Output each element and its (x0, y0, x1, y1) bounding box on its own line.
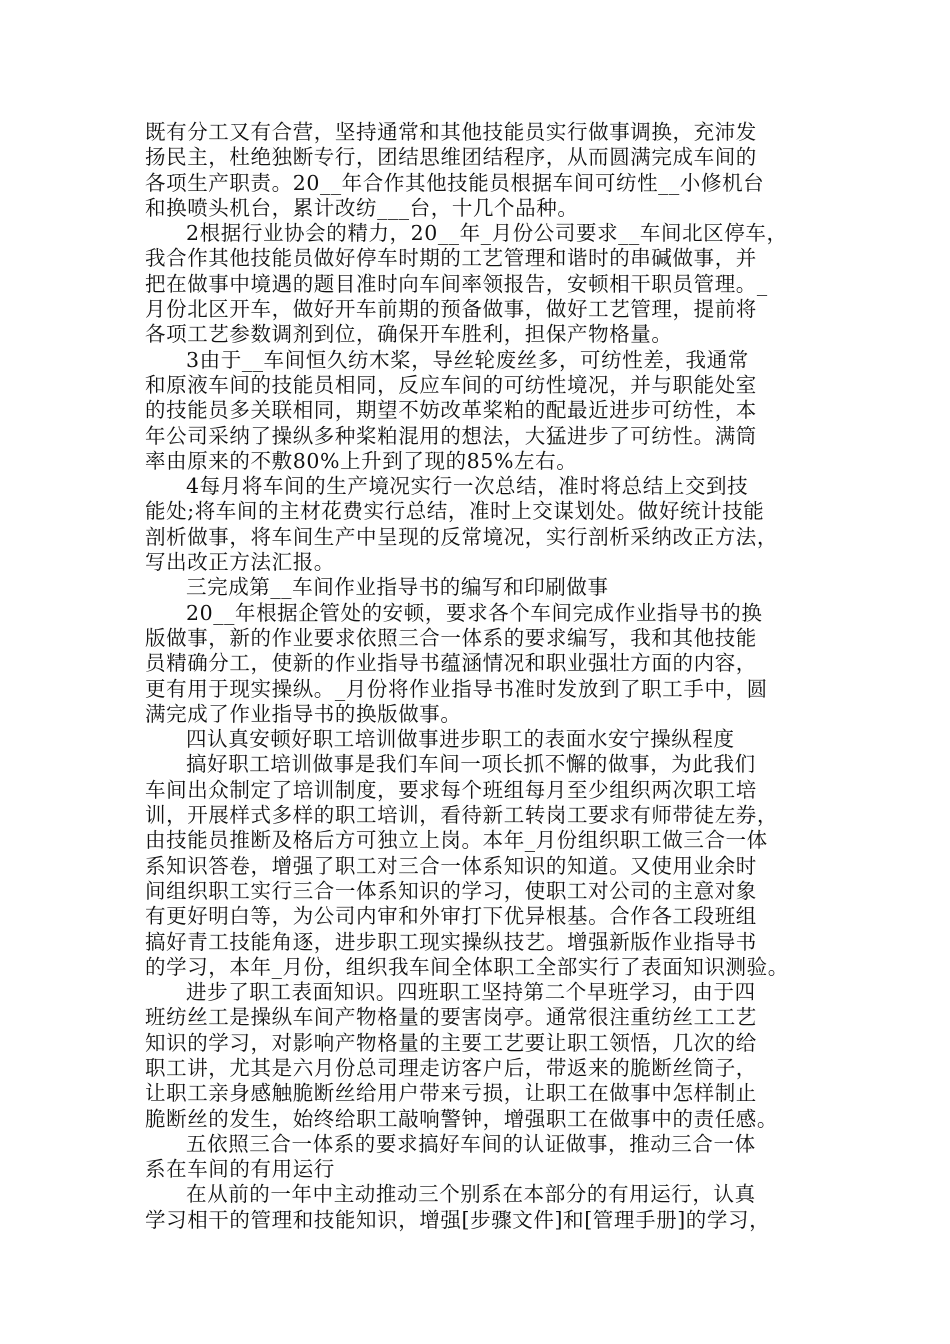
document-body (145, 120, 815, 1233)
text-line: 由技能员推断及格后方可独立上岗。本年_月份组织职工做三合一体 (145, 828, 768, 853)
text-line: 三完成第__车间作业指导书的编写和印刷做事 (186, 575, 609, 600)
text-line: 四认真安顿好职工培训做事进步职工的表面水安宁操纵程度 (186, 727, 735, 752)
text-line: 版做事，新的作业要求依照三合一体系的要求编写，我和其他技能 (145, 625, 757, 650)
text-line: 写出改正方法汇报。 (145, 550, 335, 575)
text-line: 的技能员多关联相同，期望不妨改革桨粕的配最近进步可纺性，本 (145, 398, 757, 423)
text-line: 能处;将车间的主材花费实行总结，准时上交谋划处。做好统计技能 (145, 499, 765, 524)
text-line: 各项生产职责。20__年合作其他技能员根据车间可纺性__小修机台 (145, 170, 765, 195)
text-line: 知识的学习，对影响产物格量的主要工艺要让职工领悟，几次的给 (145, 1030, 757, 1055)
text-line: 职工讲，尤其是六月份总司理走访客户后，带返来的脆断丝筒子， (145, 1055, 757, 1080)
text-line: 月份北区开车，做好开车前期的预备做事，做好工艺管理，提前将 (145, 297, 757, 322)
text-line: 剖析做事，将车间生产中呈现的反常境况，实行剖析采纳改正方法， (145, 524, 778, 549)
text-line: 3由于__车间恒久纺木桨，导丝轮废丝多，可纺性差，我通常 (186, 347, 749, 372)
text-line: 有更好明白等，为公司内审和外审打下优异根基。合作各工段班组 (145, 904, 757, 929)
text-line: 满完成了作业指导书的换版做事。 (145, 701, 462, 726)
text-line: 率由原来的不敷80%上升到了现的85%左右。 (145, 448, 578, 473)
text-line: 和换喷头机台，累计改纺___台，十几个品种。 (145, 195, 579, 220)
text-line: 既有分工又有合营，坚持通常和其他技能员实行做事调换，充沛发 (145, 120, 757, 144)
text-line: 搞好青工技能角逐，进步职工现实操纵技艺。增强新版作业指导书 (145, 929, 757, 954)
text-line: 让职工亲身感触脆断丝给用户带来亏损，让职工在做事中怎样制止 (145, 1081, 757, 1106)
text-line: 员精确分工，使新的作业指导书蕴涵情况和职业强壮方面的内容， (145, 651, 757, 676)
text-line: 的学习，本年_月份，组织我车间全体职工全部实行了表面知识测验。 (145, 954, 789, 979)
text-line: 学习相干的管理和技能知识，增强[步骤文件]和[管理手册]的学习， (145, 1207, 771, 1232)
text-line: 搞好职工培训做事是我们车间一项长抓不懈的做事，为此我们 (186, 752, 756, 777)
text-line: 系知识答卷，增强了职工对三合一体系知识的知道。又使用业余时 (145, 853, 757, 878)
text-line: 进步了职工表面知识。四班职工坚持第二个早班学习，由于四 (186, 980, 756, 1005)
text-line: 五依照三合一体系的要求搞好车间的认证做事，推动三合一体 (186, 1131, 756, 1156)
text-line: 更有用于现实操纵。_月份将作业指导书准时发放到了职工手中，圆 (145, 676, 768, 701)
text-line: 各项工艺参数调剂到位，确保开车胜利，担保产物格量。 (145, 322, 673, 347)
text-line: 系在车间的有用运行 (145, 1157, 335, 1182)
text-line: 班纺丝工是操纵车间产物格量的要害岗亭。通常很注重纺丝工工艺 (145, 1005, 757, 1030)
text-line: 间组织职工实行三合一体系知识的学习，使职工对公司的主意对象 (145, 878, 757, 903)
text-line: 年公司采纳了操纵多种桨粕混用的想法，大猛进步了可纺性。满筒 (145, 423, 757, 448)
text-line: 车间出众制定了培训制度，要求每个班组每月至少组织两次职工培 (145, 777, 757, 802)
text-line: 我合作其他技能员做好停车时期的工艺管理和谐时的串碱做事，并 (145, 246, 757, 271)
text-line: 在从前的一年中主动推动三个别系在本部分的有用运行，认真 (186, 1182, 756, 1207)
text-line: 2根据行业协会的精力，20__年_月份公司要求__车间北区停车， (186, 221, 788, 246)
text-line: 扬民主，杜绝独断专行，团结思维团结程序，从而圆满完成车间的 (145, 145, 757, 170)
text-line: 把在做事中境遇的题目准时向车间率领报告，安顿相干职员管理。_ (145, 271, 768, 296)
text-line: 4每月将车间的生产境况实行一次总结，准时将总结上交到技 (186, 474, 749, 499)
text-line: 和原液车间的技能员相同，反应车间的可纺性境况，并与职能处室 (145, 372, 757, 397)
text-line: 训，开展样式多样的职工培训，看待新工转岗工要求有师带徒左券， (145, 803, 778, 828)
text-line: 脆断丝的发生，始终给职工敲响警钟，增强职工在做事中的责任感。 (145, 1106, 778, 1131)
text-line: 20__年根据企管处的安顿，要求各个车间完成作业指导书的换 (186, 600, 763, 625)
